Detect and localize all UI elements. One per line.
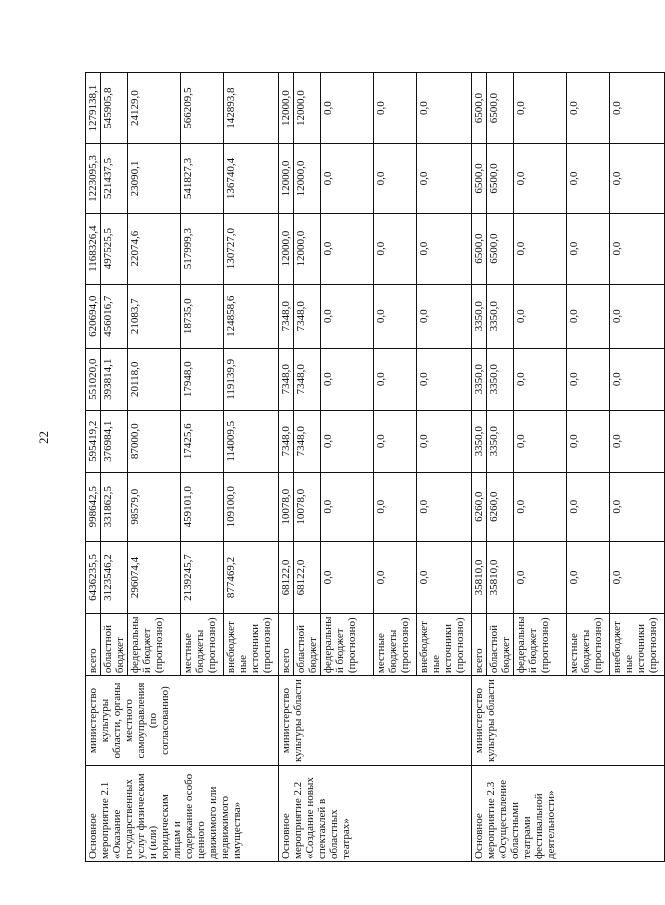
amount-cell: 541827,3 [181,144,224,213]
amount-cell: 0,0 [321,472,374,541]
amount-cell: 10078,0 [279,472,294,541]
amount-cell: 12000,0 [294,213,321,284]
funding-source: местные бюджеты (прогнозно) [181,614,224,676]
amount-cell: 296074,4 [128,541,181,613]
amount-cell: 0,0 [374,73,417,144]
amount-cell: 17425,6 [181,410,224,472]
amount-cell: 0,0 [514,410,567,472]
amount-cell: 0,0 [610,284,665,348]
amount-cell: 3350,0 [487,284,514,348]
funding-source: местные бюджеты (прогнозно) [374,614,417,676]
amount-cell: 0,0 [374,541,417,613]
amount-cell: 0,0 [610,73,665,144]
amount-cell: 12000,0 [279,144,294,213]
amount-cell: 331862,5 [101,472,128,541]
budget-table [85,72,665,862]
amount-cell: 0,0 [567,144,610,213]
amount-cell: 0,0 [514,472,567,541]
amount-cell: 1279138,1 [86,73,101,144]
amount-cell: 0,0 [610,144,665,213]
event-name: Основное мероприятие 2.3 «Осуществление областными театрами фестивальной деятельности» [472,765,665,861]
amount-cell: 0,0 [417,410,472,472]
amount-cell: 10078,0 [294,472,321,541]
amount-cell: 545905,8 [101,73,128,144]
amount-cell: 0,0 [567,410,610,472]
amount-cell: 0,0 [514,348,567,410]
amount-cell: 6500,0 [472,213,487,284]
funding-source: федеральный бюджет (прогнозно) [128,614,181,676]
amount-cell: 6500,0 [487,144,514,213]
amount-cell: 136740,4 [224,144,279,213]
amount-cell: 456016,7 [101,284,128,348]
amount-cell: 3350,0 [472,348,487,410]
amount-cell: 35810,0 [487,541,514,613]
amount-cell: 0,0 [417,144,472,213]
amount-cell: 2139245,7 [181,541,224,613]
amount-cell: 114009,5 [224,410,279,472]
amount-cell: 98579,0 [128,472,181,541]
amount-cell: 0,0 [610,410,665,472]
amount-cell: 0,0 [567,541,610,613]
amount-cell: 142893,8 [224,73,279,144]
amount-cell: 620694,0 [86,284,101,348]
amount-cell: 6436235,5 [86,541,101,613]
amount-cell: 0,0 [321,73,374,144]
amount-cell: 517999,3 [181,213,224,284]
amount-cell: 0,0 [610,348,665,410]
amount-cell: 0,0 [374,213,417,284]
amount-cell: 35810,0 [472,541,487,613]
event-executor: министерство культуры области [279,676,472,766]
amount-cell: 6500,0 [472,144,487,213]
amount-cell: 3350,0 [472,284,487,348]
amount-cell: 1223095,3 [86,144,101,213]
event-executor: министерство культуры области [472,676,665,766]
amount-cell: 68122,0 [294,541,321,613]
funding-source: областной бюджет [101,614,128,676]
table-row [86,73,101,862]
amount-cell: 551020,0 [86,348,101,410]
amount-cell: 376984,1 [101,410,128,472]
funding-source: федеральный бюджет (прогнозно) [321,614,374,676]
amount-cell: 6500,0 [487,73,514,144]
amount-cell: 0,0 [514,284,567,348]
amount-cell: 3350,0 [472,410,487,472]
amount-cell: 124858,6 [224,284,279,348]
amount-cell: 393814,1 [101,348,128,410]
amount-cell: 7348,0 [279,410,294,472]
amount-cell: 119139,9 [224,348,279,410]
amount-cell: 68122,0 [279,541,294,613]
amount-cell: 3123546,2 [101,541,128,613]
amount-cell: 0,0 [321,144,374,213]
amount-cell: 0,0 [567,348,610,410]
amount-cell: 0,0 [514,213,567,284]
funding-source: всего [472,614,487,676]
amount-cell: 0,0 [514,73,567,144]
amount-cell: 459101,0 [181,472,224,541]
amount-cell: 7348,0 [294,348,321,410]
amount-cell: 23090,1 [128,144,181,213]
rotated-page-content [85,72,659,862]
amount-cell: 0,0 [374,284,417,348]
amount-cell: 0,0 [567,472,610,541]
amount-cell: 877469,2 [224,541,279,613]
funding-source: внебюджетные источники (прогнозно) [224,614,279,676]
funding-source: местные бюджеты (прогнозно) [567,614,610,676]
amount-cell: 0,0 [417,472,472,541]
amount-cell: 595419,2 [86,410,101,472]
amount-cell: 12000,0 [294,73,321,144]
amount-cell: 0,0 [610,541,665,613]
funding-source: внебюджетные источники (прогнозно) [610,614,665,676]
amount-cell: 521437,5 [101,144,128,213]
page-number: 22 [36,431,51,444]
amount-cell: 21083,7 [128,284,181,348]
amount-cell: 130727,0 [224,213,279,284]
amount-cell: 1168326,4 [86,213,101,284]
amount-cell: 87000,0 [128,410,181,472]
event-name: Основное мероприятие 2.1 «Оказание государственных услуг физическим и (или) юридическим лицам и содержание особо ценного движимого или недвижимого имущества» [86,765,279,861]
amount-cell: 0,0 [321,348,374,410]
amount-cell: 7348,0 [279,348,294,410]
amount-cell: 7348,0 [294,410,321,472]
table-row [472,73,487,862]
amount-cell: 0,0 [321,410,374,472]
amount-cell: 0,0 [567,213,610,284]
amount-cell: 0,0 [567,73,610,144]
amount-cell: 0,0 [610,472,665,541]
amount-cell: 0,0 [567,284,610,348]
amount-cell: 0,0 [374,472,417,541]
amount-cell: 998642,5 [86,472,101,541]
amount-cell: 12000,0 [294,144,321,213]
amount-cell: 6260,0 [472,472,487,541]
amount-cell: 0,0 [417,73,472,144]
table-row [279,73,294,862]
funding-source: областной бюджет [294,614,321,676]
amount-cell: 0,0 [321,284,374,348]
amount-cell: 0,0 [374,144,417,213]
amount-cell: 0,0 [610,213,665,284]
amount-cell: 7348,0 [294,284,321,348]
amount-cell: 20118,0 [128,348,181,410]
amount-cell: 0,0 [417,348,472,410]
amount-cell: 566209,5 [181,73,224,144]
amount-cell: 3350,0 [487,410,514,472]
amount-cell: 109100,0 [224,472,279,541]
amount-cell: 6500,0 [472,73,487,144]
funding-source: областной бюджет [487,614,514,676]
event-executor: министерство культуры области, органы местного самоуправления (по согласованию) [86,676,279,766]
amount-cell: 12000,0 [279,73,294,144]
amount-cell: 6500,0 [487,213,514,284]
amount-cell: 0,0 [417,213,472,284]
amount-cell: 0,0 [417,284,472,348]
funding-source: федеральный бюджет (прогнозно) [514,614,567,676]
amount-cell: 12000,0 [279,213,294,284]
amount-cell: 0,0 [321,213,374,284]
funding-source: всего [86,614,101,676]
amount-cell: 0,0 [514,144,567,213]
amount-cell: 0,0 [374,348,417,410]
amount-cell: 24129,0 [128,73,181,144]
amount-cell: 22074,6 [128,213,181,284]
event-name: Основное мероприятие 2.2 «Создание новых спектаклей в областных театрах» [279,765,472,861]
amount-cell: 6260,0 [487,472,514,541]
funding-source: всего [279,614,294,676]
amount-cell: 18735,0 [181,284,224,348]
amount-cell: 0,0 [417,541,472,613]
amount-cell: 0,0 [514,541,567,613]
amount-cell: 7348,0 [279,284,294,348]
amount-cell: 17948,0 [181,348,224,410]
amount-cell: 3350,0 [487,348,514,410]
funding-source: внебюджетные источники (прогнозно) [417,614,472,676]
amount-cell: 0,0 [321,541,374,613]
amount-cell: 0,0 [374,410,417,472]
amount-cell: 497525,5 [101,213,128,284]
